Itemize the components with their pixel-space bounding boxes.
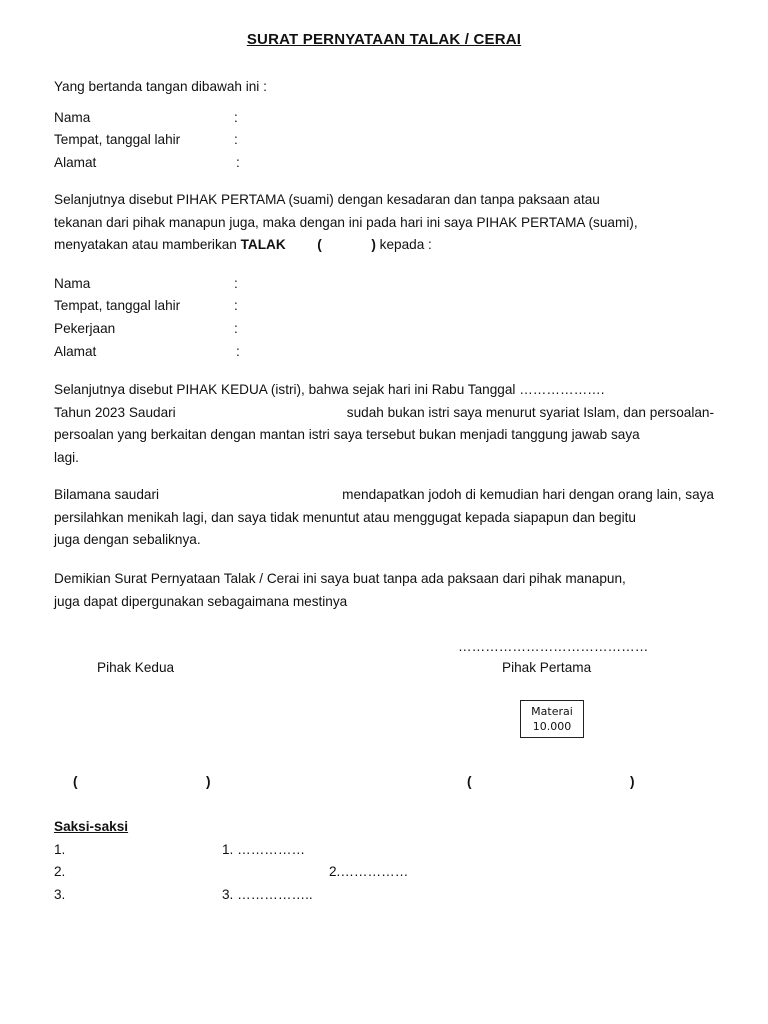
- para4-line2: juga dapat dipergunakan sebagaimana mestinya: [54, 593, 348, 609]
- witness-left-1: 1.: [54, 842, 66, 857]
- field-label: Tempat, tanggal lahir: [54, 298, 181, 313]
- pihak-pertama-paren-open: (: [467, 774, 472, 789]
- para3-line3: juga dengan sebaliknya.: [54, 532, 201, 548]
- talak-open-paren: (: [317, 237, 322, 253]
- stamp-line1: Materai: [531, 705, 573, 718]
- para3-line1-before: Bilamana saudari: [54, 487, 160, 502]
- field-colon: :: [234, 298, 238, 313]
- materai-stamp-box: [520, 700, 584, 738]
- pihak-pertama-label: Pihak Pertama: [502, 660, 592, 675]
- para1-line3: [54, 234, 714, 257]
- witness-right-3: 3. ……………..: [222, 887, 313, 902]
- para3-line2: persilahkan menikah lagi, dan saya tidak menuntut atau menggugat kepada siapapun dan begitu: [54, 509, 636, 525]
- para4-line1: Demikian Surat Pernyataan Talak / Cerai ini saya buat tanpa ada paksaan dari pihak manapun,: [54, 571, 626, 586]
- witness-left-3: 3.: [54, 887, 66, 902]
- intro-text: Yang bertanda tangan dibawah ini :: [54, 79, 267, 94]
- paragraph-closing: [54, 568, 714, 613]
- first-party-birth-row: [54, 129, 354, 152]
- para2-line2-after: sudah bukan istri saya menurut syariat Islam, dan persoalan-: [346, 404, 714, 420]
- para2-line3: persoalan yang berkaitan dengan mantan istri saya tersebut bukan menjadi tanggung jawab saya: [54, 427, 640, 443]
- witness-right-1: 1. ……………: [222, 842, 306, 857]
- second-party-birth-row: [54, 295, 354, 318]
- para2-line1: Selanjutnya disebut PIHAK KEDUA (istri), bahwa sejak hari ini Rabu Tanggal ……………….: [54, 382, 605, 397]
- pihak-kedua-paren-close: ): [206, 774, 211, 789]
- para2-line2-before: Tahun 2023 Saudari: [54, 404, 176, 420]
- para3-line1: [54, 484, 714, 507]
- field-label: Tempat, tanggal lahir: [54, 132, 181, 147]
- field-colon: :: [234, 132, 238, 147]
- pihak-pertama-paren-close: ): [630, 774, 635, 789]
- witnesses-heading: Saksi-saksi: [54, 819, 129, 834]
- field-colon: :: [234, 110, 238, 125]
- second-party-name-row: [54, 273, 354, 296]
- field-label: Nama: [54, 276, 91, 291]
- field-colon: :: [234, 276, 238, 291]
- document-title: SURAT PERNYATAAN TALAK / CERAI: [246, 31, 522, 48]
- field-colon: :: [236, 155, 240, 170]
- field-colon: :: [236, 344, 240, 359]
- stamp-line2: 10.000: [532, 720, 572, 733]
- pihak-kedua-paren-open: (: [73, 774, 78, 789]
- para3-line1-after: mendapatkan jodoh di kemudian hari dengan orang lain, saya: [342, 487, 714, 502]
- witness-right-2: 2.……………: [329, 864, 409, 879]
- field-label: Alamat: [54, 155, 97, 170]
- field-colon: :: [234, 321, 238, 336]
- field-label: Nama: [54, 110, 91, 125]
- talak-label: TALAK: [240, 237, 286, 253]
- field-label: Alamat: [54, 344, 97, 359]
- second-party-address-row: [54, 341, 354, 364]
- para1-line3-before: menyatakan atau mamberikan: [54, 237, 237, 253]
- pihak-kedua-label: Pihak Kedua: [97, 660, 175, 675]
- field-label: Pekerjaan: [54, 321, 116, 336]
- para1-line2: tekanan dari pihak manapun juga, maka dengan ini pada hari ini saya PIHAK PERTAMA (suami),: [54, 214, 638, 230]
- para2-line2: [54, 402, 714, 425]
- date-placeholder: ……………………………………: [458, 639, 649, 654]
- paragraph-first-party: [54, 189, 714, 257]
- first-party-address-row: [54, 152, 354, 175]
- paragraph-second-party: [54, 379, 714, 470]
- paragraph-remarriage: [54, 484, 714, 552]
- para1-line3-after: kepada :: [379, 237, 432, 253]
- para2-line4: lagi.: [54, 450, 79, 466]
- witness-left-2: 2.: [54, 864, 66, 879]
- first-party-name-row: [54, 107, 354, 130]
- second-party-job-row: [54, 318, 354, 341]
- para1-line1: Selanjutnya disebut PIHAK PERTAMA (suami) dengan kesadaran dan tanpa paksaan atau: [54, 192, 600, 207]
- talak-close-paren: ): [371, 237, 376, 253]
